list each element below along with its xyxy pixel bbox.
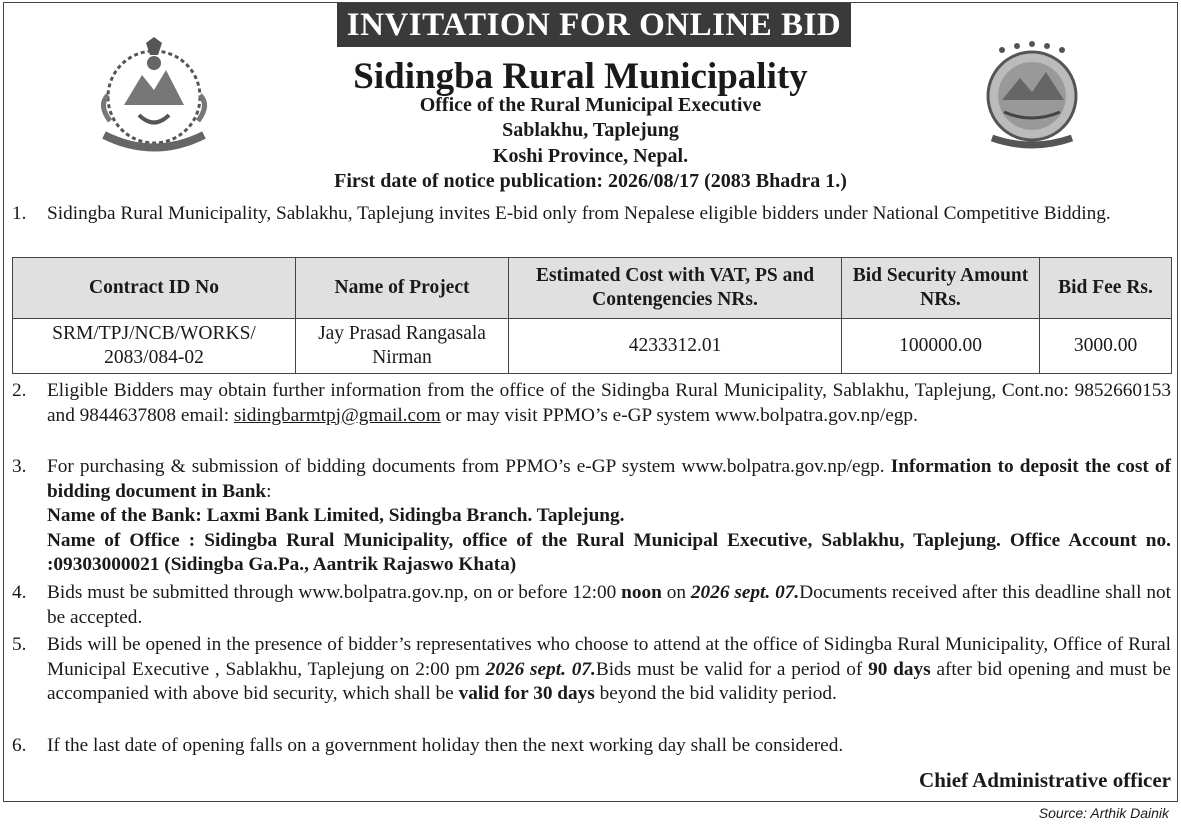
notice-banner: INVITATION FOR ONLINE BID [337,3,851,47]
email-link[interactable]: sidingbarmtpj@gmail.com [233,404,441,426]
item-text [47,379,1171,428]
bank-name: Name of the Bank: Laxmi Bank Limited, Sidingba Branch. Taplejung. [47,505,625,526]
cell-bid-security: 100000.00 [842,319,1040,374]
item-number: 5. [12,634,27,655]
item-number: 1. [12,203,27,224]
office-name: Office of the Rural Municipal Executive [419,94,762,116]
notice-item-4 [12,581,1171,630]
item-text-part: or may visit PPMO’s e-GP system www.bolpatra.gov.np/egp. [440,404,918,426]
opening-date: 2026 sept. 07. [485,658,596,680]
col-bid-fee: Bid Fee Rs. [1040,258,1172,319]
deadline-time: noon [621,582,662,603]
col-bid-security: Bid Security Amount NRs. [842,258,1040,319]
item-text: If the last date of opening falls on a government holiday then the next working day shall be considered. [47,735,844,756]
item-number: 6. [12,735,27,756]
item-text-part: For purchasing & submission of bidding documents from PPMO’s e-GP system www.bolpatra.gov.np/egp. [47,456,891,477]
cell-project-name: Jay Prasad Rangasala Nirman [296,319,509,374]
cell-estimated-cost: 4233312.01 [509,319,842,374]
item-text [47,633,1171,707]
item-text: Sidingba Rural Municipality, Sablakhu, Taplejung invites E-bid only from Nepalese eligible bidders under National Competitive Bidding. [47,203,1111,224]
cell-bid-fee: 3000.00 [1040,319,1172,374]
col-estimated-cost: Estimated Cost with VAT, PS and Contengencies NRs. [509,258,842,319]
item-text-part: beyond the bid validity period. [594,683,837,704]
item-text [47,455,1171,578]
contract-table [12,257,1172,374]
item-number: 4. [12,582,27,603]
office-account: Name of Office : Sidingba Rural Municipality, office of the Rural Municipal Executive, Sablakhu, Taplejung. Office Account no. :09303000021 (Sidingba Ga.Pa., Aantrik Rajaswo Khata) [47,529,1171,575]
publication-date: First date of notice publication: 2026/08/17 (2083 Bhadra 1.) [334,170,847,192]
item-number: 2. [12,380,27,401]
cell-contract-id: SRM/TPJ/NCB/WORKS/ 2083/084-02 [13,319,296,374]
bank-info-heading: Information to deposit the cost of bidding document in Bank [47,456,1171,502]
item-text-part: : [266,480,272,502]
item-text [47,581,1171,630]
deadline-date: 2026 sept. 07. [690,582,800,603]
table-header-row [13,258,1172,319]
signatory: Chief Administrative officer [919,768,1171,792]
notice-item-3 [12,455,1171,578]
item-text-part: Documents received after this deadline shall not be accepted. [47,582,1172,628]
notice-item-5 [12,633,1171,707]
table-row [13,319,1172,374]
office-location: Sablakhu, Taplejung [502,119,679,141]
item-number: 3. [12,456,27,477]
item-text-part: after bid opening and must be accompanied with above bid security, which shall be [47,658,1171,704]
notice-item-1 [12,202,1171,227]
notice-item-6 [12,734,1171,759]
item-text-part: Eligible Bidders may obtain further information from the office of the Sidingba Rural Municipality, Sablakhu, Taplejung, Cont.no: 9852660153 and 9844637808 email: [47,380,1171,426]
item-text-part: Bids must be submitted through www.bolpatra.gov.np, on or before 12:00 [47,582,622,603]
item-text-part: Bids will be opened in the presence of bidder’s representatives who choose to attend at the office of Sidingba Rural Municipality, Office of Rural Municipal Executive , Sablakhu, Taplejung on 2:00 pm [47,634,1171,680]
source-credit: Source: Arthik Dainik [1038,805,1169,821]
col-project-name: Name of Project [296,258,509,319]
notice-item-2 [12,379,1171,428]
security-validity: valid for 30 days [458,683,595,704]
validity-period: 90 days [868,658,931,680]
item-text-part: Bids must be valid for a period of [595,658,869,680]
province: Koshi Province, Nepal. [492,145,689,167]
municipality-name: Sidingba Rural Municipality [353,56,808,97]
item-text-part: on [661,582,691,603]
col-contract-id: Contract ID No [13,258,296,319]
